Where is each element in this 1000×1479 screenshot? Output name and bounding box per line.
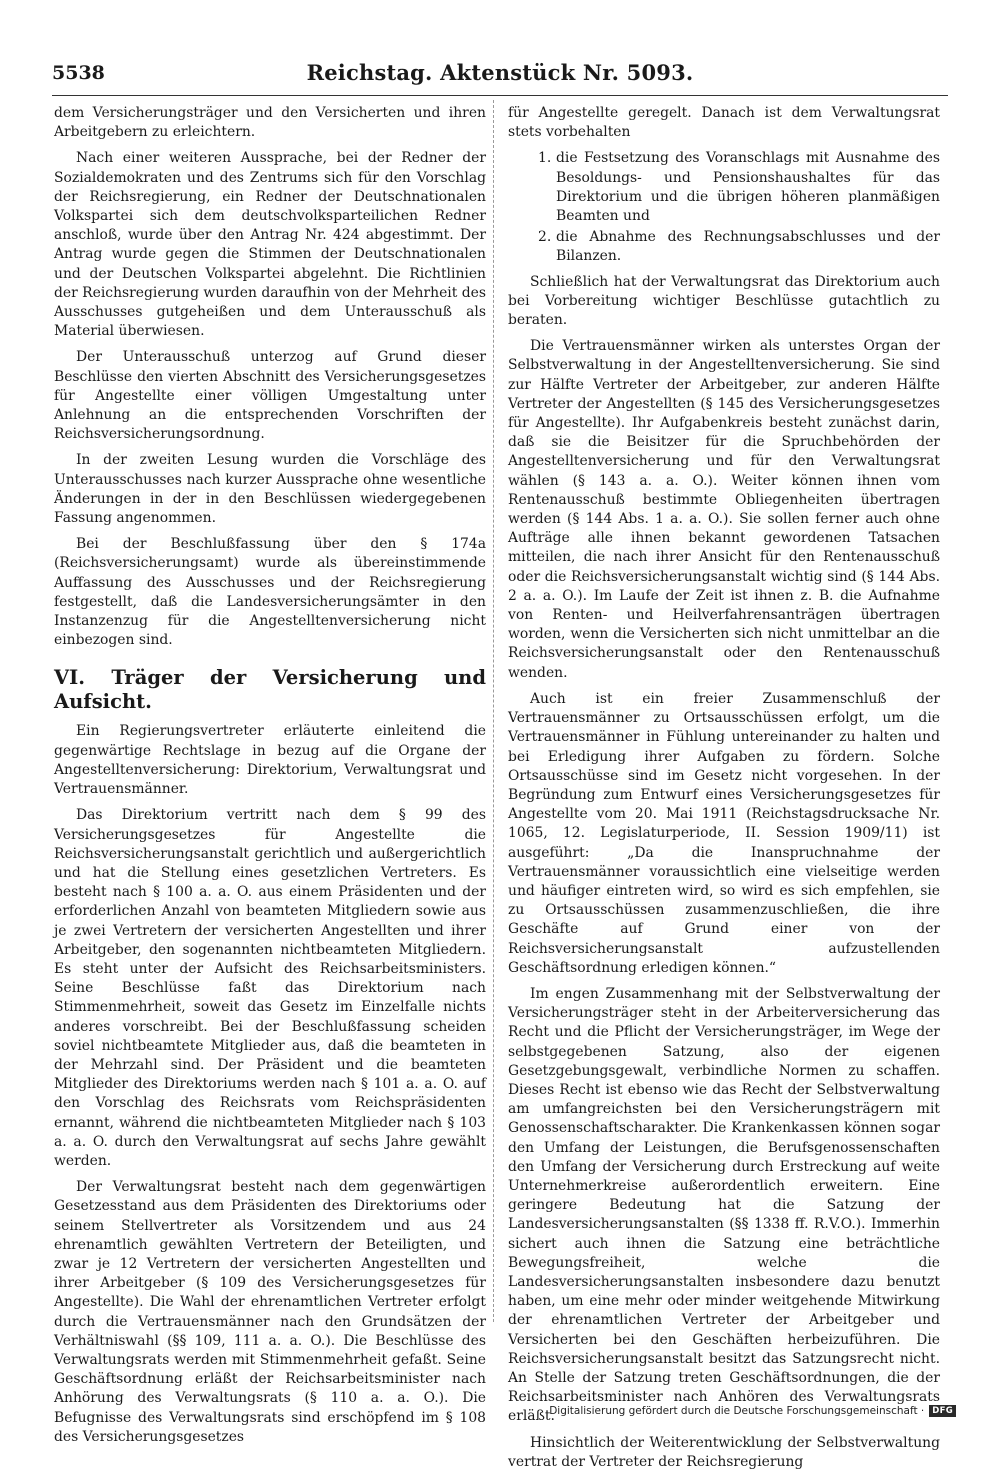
credit-text: Digitalisierung gefördert durch die Deutsche Forschungsgemeinschaft · [549,1405,925,1417]
list-item [508,149,940,226]
column-divider [493,100,494,1322]
list-item [508,228,940,266]
left-paragraph-5: Bei der Beschlußfassung über den § 174a (Reichsversicherungsamt) wurde als übereinstimmende Auffassung des Ausschusses und der Reichsregierung festgestellt, daß die Landesversicherungsämter in den Instanzenzug für die Angestelltenversicherung nicht einbezogen sind. [54,536,486,649]
list-item-text: die Festsetzung des Voranschlags mit Ausnahme des Besoldungs- und Pensionshaushaltes für das Direktorium und die übrigen höheren planmäßigen Beamten und [556,150,940,225]
dfg-logo: DFG [929,1405,956,1417]
header-rule [52,95,948,96]
left-paragraph-3: Der Unterausschuß unterzog auf Grund dieser Beschlüsse den vierten Abschnitt des Versicherungsgesetzes für Angestellte einer völligen Umgestaltung unter Anlehnung an die entsprechenden Vorschriften der Reichsversicherungsordnung. [54,349,486,443]
digitization-credit [549,1405,956,1417]
left-paragraph-2: Nach einer weiteren Aussprache, bei der Redner der Sozialdemokraten und des Zentrums sich für den Vorschlag der Reichsregierung, ein Redner der Deutschnationalen Volkspartei sich dem deutschvolksparteilichen Redner anschloß, wurde über den Antrag Nr. 424 abgestimmt. Der Antrag wurde gegen die Stimmen der Deutschnationalen und der Deutschen Volkspartei abgelehnt. Die Richtlinien der Reichsregierung wurden daraufhin von der Mehrheit des Ausschusses gutgeheißen und dem Unterausschuß als Material überwiesen. [54,150,486,340]
right-paragraph-3: Die Vertrauensmänner wirken als unterstes Organ der Selbstverwaltung in der Angestelltenversicherung. Sie sind zur Hälfte Vertreter der Arbeitgeber, zur anderen Hälfte Vertreter der Angestellten (§ 145 des Versicherungsgesetzes für Angestellte). Ihr Aufgabenkreis besteht zunächst darin, daß sie die Beisitzer für die Spruchbehörden der Angestelltenversicherung und für den Verwaltungsrat wählen (§ 143 a. a. O.). Weiter können ihnen vom Rentenausschuß bestimmte Obliegenheiten übertragen werden (§ 144 Abs. 1 a. a. O.). Sie sollen ferner auch ohne Aufträge alle ihnen bekannt gewordenen Tatsachen mitteilen, die nach ihrer Ansicht für den Rentenausschuß oder die Reichsversicherungsanstalt wichtig sind (§ 144 Abs. 2 a. a. O.). Im Laufe der Zeit ist ihnen z. B. die Aufnahme von Renten- und Heilverfahrensanträgen übertragen worden, wenn die Versicherten sich nicht unmittelbar an die Reichsversicherungsanstalt oder den Rentenausschuß wenden. [508,338,940,681]
running-head: Reichstag. Aktenstück Nr. 5093. [306,60,694,85]
page-number: 5538 [52,62,105,84]
left-paragraph-8: Der Verwaltungsrat besteht nach dem gegenwärtigen Gesetzesstand aus dem Präsidenten des Direktoriums oder seinem Stellvertreter als Vorsitzendem und aus 24 ehrenamtlich gewählten Vertretern der Beteiligten, und zwar je 12 Vertretern der versicherten Angestellten und ihrer Arbeitgeber (§ 109 des Versicherungsgesetzes für Angestellte). Die Wahl der ehrenamtlichen Vertreter erfolgt durch die Vertrauensmänner nach den Grundsätzen der Verhältniswahl (§§ 109, 111 a. a. O.). Die Beschlüsse des Verwaltungsrats werden mit Stimmenmehrheit gefaßt. Seine Geschäftsordnung erläßt der Reichsarbeitsminister nach Anhörung des Verwaltungsrats (§ 110 a. a. O.). Die Befugnisse des Verwaltungsrats sind erschöpfend im § 108 des Versicherungsgesetzes [54,1179,486,1445]
section-heading: VI. Träger der Versicherung und Aufsicht. [54,666,486,714]
left-column [54,104,486,1454]
left-paragraph-7: Das Direktorium vertritt nach dem § 99 des Versicherungsgesetzes für Angestellte die Reichsversicherungsanstalt gerichtlich und außergerichtlich und hat die Stellung eines gesetzlichen Vertreters. Es besteht nach § 100 a. a. O. aus einem Präsidenten und der erforderlichen Anzahl von beamteten Mitgliedern sowie aus je zwei Vertretern der versicherten Angestellten und ihrer Arbeitgeber, den sogenannten nichtbeamteten Mitgliedern. Es steht unter der Aufsicht des Reichsarbeitsministers. Seine Beschlüsse faßt das Direktorium nach Stimmenmehrheit, soweit das Gesetz im Einzelfalle nichts anderes vorschreibt. Bei der Beschlußfassung scheiden soviel nichtbeamtete Mitglieder aus, daß die beamteten in der Mehrzahl sind. Der Präsident und die beamteten Mitglieder des Direktoriums werden nach § 101 a. a. O. auf den Vorschlag des Reichsrats vom Reichspräsidenten ernannt, während die nichtbeamteten Mitglieder nach § 103 a. a. O. durch den Verwaltungsrat auf sechs Jahre gewählt werden. [54,807,486,1169]
page-header [52,60,948,90]
right-paragraph-4: Auch ist ein freier Zusammenschluß der Vertrauensmänner zu Ortsausschüssen erfolgt, um die Vertrauensmänner in Fühlung untereinander zu halten und bei Erledigung ihrer Aufgaben zu fördern. Solche Ortsausschüsse sind im Gesetz nicht vorgesehen. In der Begründung zum Entwurf eines Versicherungsgesetzes für Angestellte vom 20. Mai 1911 (Reichstagsdrucksache Nr. 1065, 12. Legislaturperiode, II. Session 1909/11) ist ausgeführt: „Da die Inanspruchnahme der Vertrauensmänner voraussichtlich eine vielseitige werden und häufiger eintreten wird, so wird es sich empfehlen, sie zu Ortsausschüssen zusammenzuschließen, die ihre Geschäfte auf Grund einer von der Reichsversicherungsanstalt aufzustellenden Geschäftsordnung erledigen können.“ [508,690,940,976]
list-item-number: 1. [538,150,552,167]
numbered-list [508,149,940,266]
left-paragraph-4: In der zweiten Lesung wurden die Vorschläge des Unterausschusses nach kurzer Aussprache ohne wesentliche Änderungen in der in den Beschlüssen wiedergegebenen Fassung angenommen. [54,452,486,527]
right-column [508,104,940,1479]
right-paragraph-1: für Angestellte geregelt. Danach ist dem Verwaltungsrat stets vorbehalten [508,105,940,141]
left-paragraph-6: Ein Regierungsvertreter erläuterte einleitend die gegenwärtige Rechtslage in bezug auf die Organe der Angestelltenversicherung: Direktorium, Verwaltungsrat und Vertrauensmänner. [54,723,486,798]
right-paragraph-2: Schließlich hat der Verwaltungsrat das Direktorium auch bei Vorbereitung wichtiger Beschlüsse gutachtlich zu beraten. [508,273,940,329]
right-paragraph-5: Im engen Zusammenhang mit der Selbstverwaltung der Versicherungsträger steht in der Arbeiterversicherung das Recht und die Pflicht der Versicherungsträger, im Wege der selbstgegebenen Satzung, also der eigenen Gesetzgebungsgewalt, verbindliche Normen zu schaffen. Dieses Recht ist ebenso wie das Recht der Selbstverwaltung am umfangreichsten bei den Versicherungsträgern mit Genossenschaftscharakter. Die Krankenkassen können sogar den Umfang der Leistungen, die Berufsgenossenschaften den Umfang der Versicherung durch Erstreckung auf weite Unternehmerkreise außerordentlich erweitern. Eine geringere Bedeutung hat die Satzung der Landesversicherungsanstalten (§§ 1338 ff. R.V.O.). Immerhin sichert auch ihnen die Satzung eine beträchtliche Bewegungsfreiheit, welche die Landesversicherungsanstalten insbesondere dazu benutzt haben, um eine mehr oder minder weitgehende Mitwirkung der ehrenamtlichen Vertreter der Arbeitgeber und Versicherten bei den Geschäften herbeizuführen. Die Reichsversicherungsanstalt besitzt das Satzungsrecht nicht. An Stelle der Satzung treten Geschäftsordnungen, die der Reichsarbeitsminister nach Anhören des Verwaltungsrats erläßt. [508,985,940,1425]
left-paragraph-1: dem Versicherungsträger und den Versicherten und ihren Arbeitgebern zu erleichtern. [54,105,486,141]
list-item-text: die Abnahme des Rechnungsabschlusses und der Bilanzen. [556,229,940,265]
right-paragraph-6: Hinsichtlich der Weiterentwicklung der Selbstverwaltung vertrat der Vertreter der Reichsregierung [508,1434,940,1470]
list-item-number: 2. [538,229,552,246]
